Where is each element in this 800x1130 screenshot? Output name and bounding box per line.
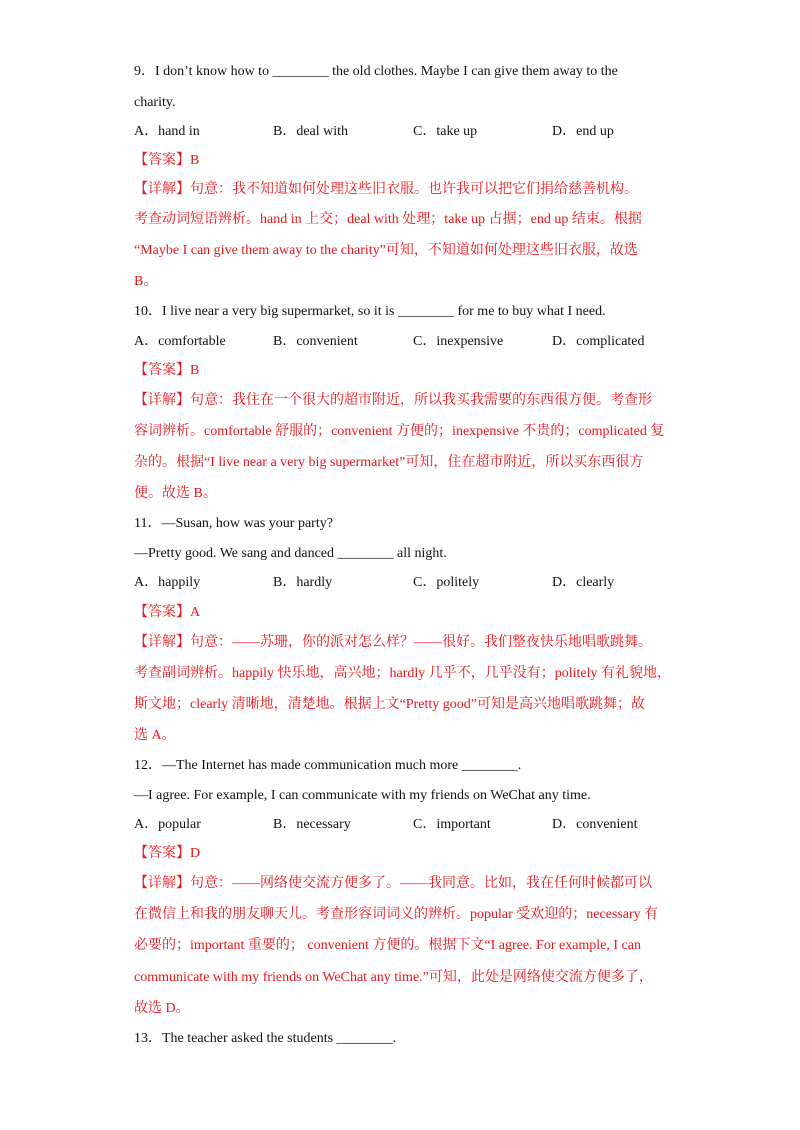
option-c: C．politely	[413, 575, 480, 590]
answer-label: 【答案】B	[134, 153, 200, 168]
option-d: D．complicated	[552, 334, 645, 349]
question-stem-line: 9．I don’t know how to ________ the old clothes. Maybe I can give them away to the	[134, 64, 618, 79]
option-a: A．hand in	[134, 124, 200, 139]
option-c: C．inexpensive	[413, 334, 504, 349]
question-stem-line: —Pretty good. We sang and danced ________ all night.	[134, 546, 447, 561]
question-stem-line: 11．—Susan, how was your party?	[134, 516, 333, 531]
explanation-line: 在微信上和我的朋友聊天儿。考查形容词词义的辨析。popular 受欢迎的；necessary 有	[134, 907, 659, 922]
option-a: A．comfortable	[134, 334, 226, 349]
option-a: A．popular	[134, 817, 201, 832]
explanation-line: B。	[134, 274, 158, 289]
explanation-line: 【详解】句意：我住在一个很大的超市附近，所以我买我需要的东西很方便。考查形	[134, 393, 652, 408]
explanation-line: 【详解】句意：——网络使交流方便多了。——我同意。比如，我在任何时候都可以	[134, 876, 652, 891]
answer-label: 【答案】D	[134, 846, 201, 861]
option-b: B．necessary	[273, 817, 351, 832]
explanation-line: 便。故选 B。	[134, 486, 217, 501]
question-stem-line: charity.	[134, 95, 176, 110]
explanation-line: 考查副词辨析。happily 快乐地，高兴地；hardly 几乎不，几乎没有；politely 有礼貌地，	[134, 666, 672, 681]
explanation-line: 考查动词短语辨析。hand in 上交；deal with 处理；take up 占据；end up 结束。根据	[134, 212, 642, 227]
explanation-line: 杂的。根据“I live near a very big supermarket”可知，住在超市附近，所以买东西很方	[134, 455, 644, 470]
question-stem-line: 12．—The Internet has made communication much more ________.	[134, 758, 522, 773]
explanation-line: 【详解】句意：——苏珊，你的派对怎么样？——很好。我们整夜快乐地唱歌跳舞。	[134, 635, 652, 650]
explanation-line: 选 A。	[134, 728, 176, 743]
option-d: D．end up	[552, 124, 614, 139]
option-c: C．take up	[413, 124, 478, 139]
explanation-line: “Maybe I can give them away to the charity”可知，不知道如何处理这些旧衣服，故选	[134, 243, 638, 258]
option-c: C．important	[413, 817, 491, 832]
question-stem-line: 10．I live near a very big supermarket, so it is ________ for me to buy what I need.	[134, 304, 606, 319]
option-a: A．happily	[134, 575, 201, 590]
explanation-line: 容词辨析。comfortable 舒服的；convenient 方便的；inexpensive 不贵的；complicated 复	[134, 424, 665, 439]
option-d: D．convenient	[552, 817, 638, 832]
question-stem-line: —I agree. For example, I can communicate with my friends on WeChat any time.	[134, 788, 591, 803]
option-d: D．clearly	[552, 575, 615, 590]
option-b: B．hardly	[273, 575, 333, 590]
explanation-line: 【详解】句意：我不知道如何处理这些旧衣服。也许我可以把它们捐给慈善机构。	[134, 182, 638, 197]
explanation-line: 故选 D。	[134, 1001, 190, 1016]
explanation-line: 必要的；important 重要的； convenient 方便的。根据下文“I agree. For example, I can	[134, 938, 641, 953]
answer-label: 【答案】B	[134, 363, 200, 378]
question-stem-line: 13．The teacher asked the students ________.	[134, 1031, 397, 1046]
explanation-line: 斯文地；clearly 清晰地，清楚地。根据上文“Pretty good”可知是高兴地唱歌跳舞；故	[134, 697, 645, 712]
explanation-line: communicate with my friends on WeChat any time.”可知，此处是网络使交流方便多了，	[134, 970, 653, 985]
option-b: B．deal with	[273, 124, 349, 139]
option-b: B．convenient	[273, 334, 358, 349]
answer-label: 【答案】A	[134, 605, 201, 620]
